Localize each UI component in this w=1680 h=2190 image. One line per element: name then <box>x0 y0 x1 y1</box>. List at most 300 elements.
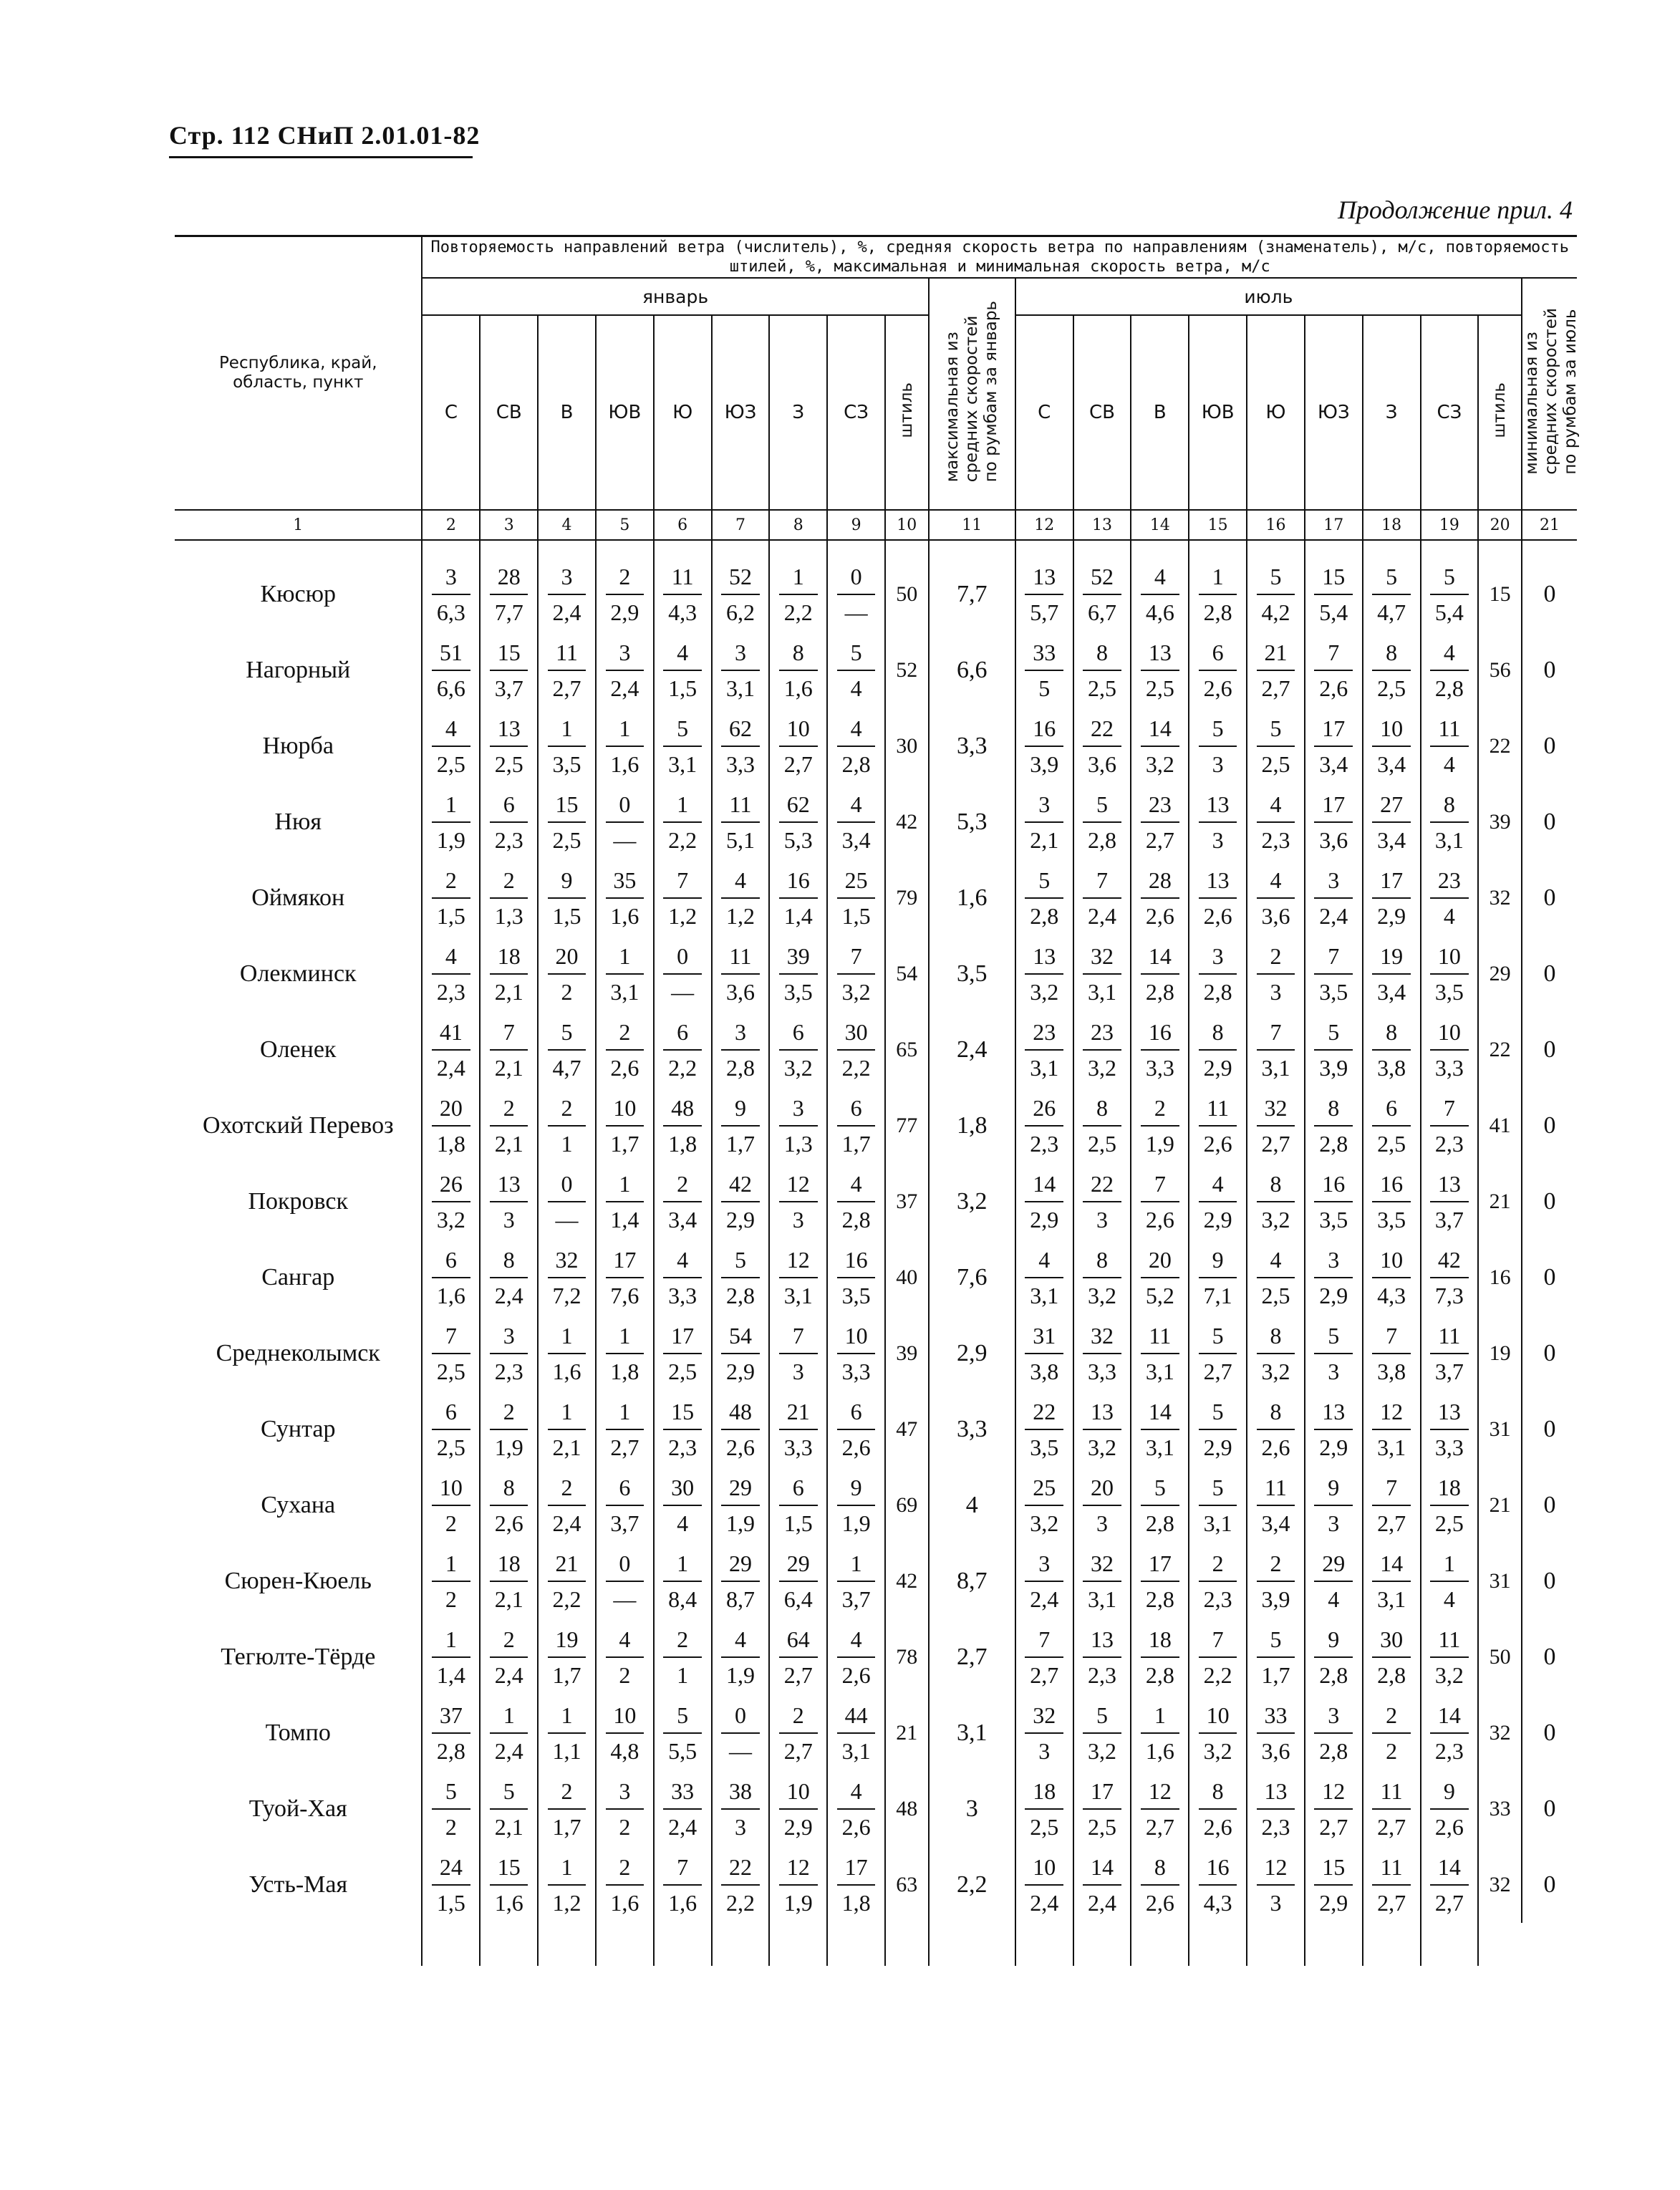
min-speed-value: 0 <box>1522 1619 1577 1695</box>
speed-value: 1,5 <box>552 903 581 929</box>
fraction-cell <box>596 1316 654 1391</box>
frequency-value: 30 <box>837 1018 876 1051</box>
fraction-cell <box>1363 1240 1421 1316</box>
fraction <box>539 562 595 627</box>
fraction <box>713 1169 769 1234</box>
fraction <box>1189 866 1246 930</box>
fraction <box>481 1397 537 1462</box>
fraction-cell <box>1073 1088 1131 1164</box>
frequency-value: 1 <box>663 1549 702 1582</box>
speed-value: 1,8 <box>668 1131 697 1157</box>
frequency-value: 5 <box>1141 1473 1179 1506</box>
frequency-value: 1 <box>432 1625 470 1658</box>
frequency-value: 1 <box>548 1701 586 1734</box>
fraction <box>1421 1701 1478 1765</box>
frequency-value: 8 <box>1199 1018 1237 1051</box>
frequency-value: 12 <box>779 1245 818 1278</box>
frequency-value: 2 <box>1141 1094 1179 1127</box>
frequency-value: 32 <box>1083 1321 1121 1354</box>
frequency-value: 22 <box>1083 714 1121 747</box>
fraction-cell <box>1189 936 1247 1012</box>
frequency-value: 14 <box>1083 1853 1121 1886</box>
speed-value: 2,6 <box>1203 1131 1232 1157</box>
fraction <box>713 1094 769 1158</box>
speed-value: 2,6 <box>1203 903 1232 929</box>
fraction-cell <box>654 708 712 784</box>
fraction-cell <box>769 632 827 708</box>
fraction-cell <box>1189 556 1247 632</box>
fraction <box>1363 1549 1420 1613</box>
frequency-value: 17 <box>1141 1549 1179 1582</box>
fraction-cell <box>1421 1619 1479 1695</box>
column-number: 20 <box>1478 510 1522 540</box>
speed-value: 3,7 <box>1434 1359 1464 1384</box>
speed-value: 2,5 <box>1088 1131 1117 1157</box>
frequency-value: 4 <box>721 1625 760 1658</box>
frequency-value: 15 <box>663 1397 702 1430</box>
max-speed-value: 2,7 <box>929 1619 1015 1695</box>
frequency-value: 16 <box>1025 714 1063 747</box>
speed-value: 2,3 <box>1434 1131 1464 1157</box>
speed-value: 4,3 <box>668 599 697 625</box>
fraction-cell <box>1073 1391 1131 1467</box>
fraction-cell <box>538 632 596 708</box>
fraction <box>1189 1245 1246 1310</box>
fraction <box>713 1777 769 1841</box>
frequency-value: 16 <box>1199 1853 1237 1886</box>
speed-value: 2,5 <box>1030 1814 1059 1840</box>
speed-value: 1,1 <box>552 1738 581 1764</box>
fraction-cell <box>712 1012 770 1088</box>
frequency-value: 20 <box>1083 1473 1121 1506</box>
speed-value: 2,2 <box>668 827 697 853</box>
min-speed-value: 0 <box>1522 860 1577 936</box>
fraction-cell <box>1305 1543 1363 1619</box>
speed-value: 2,1 <box>552 1434 581 1460</box>
fraction <box>1074 714 1131 778</box>
frequency-value: 14 <box>1025 1169 1063 1202</box>
speed-value: 4,6 <box>1145 599 1174 625</box>
fraction-cell <box>1015 1847 1073 1923</box>
column-number: 7 <box>712 510 770 540</box>
frequency-value: 0 <box>548 1169 586 1202</box>
speed-value: 4,3 <box>1203 1890 1232 1916</box>
fraction <box>1131 1397 1188 1462</box>
speed-value: 2,3 <box>1261 827 1290 853</box>
frequency-value: 7 <box>1257 1018 1295 1051</box>
table-row <box>175 708 1577 784</box>
speed-value: 1,7 <box>841 1131 871 1157</box>
fraction <box>1189 1701 1246 1765</box>
speed-value: 2 <box>619 1814 631 1840</box>
speed-value: 2,3 <box>1203 1586 1232 1612</box>
speed-value: 3 <box>1328 1359 1340 1384</box>
fraction <box>1305 1245 1362 1310</box>
fraction <box>1305 1625 1362 1689</box>
fraction-cell <box>596 1164 654 1240</box>
fraction-cell <box>1305 860 1363 936</box>
fraction-cell <box>1247 556 1305 632</box>
speed-value: 5,3 <box>783 827 813 853</box>
fraction-cell <box>1131 1391 1189 1467</box>
speed-value: 2,2 <box>1203 1662 1232 1688</box>
fraction <box>713 1473 769 1538</box>
frequency-value: 7 <box>432 1321 470 1354</box>
fraction <box>770 1321 826 1386</box>
jan-calm-value: 52 <box>885 632 929 708</box>
fraction <box>597 866 653 930</box>
min-speed-value: 0 <box>1522 1771 1577 1847</box>
place-column-header <box>175 236 422 511</box>
fraction <box>828 1094 884 1158</box>
place-column-header-text: Республика, край, область, пункт <box>218 354 377 392</box>
fraction <box>539 1018 595 1082</box>
fraction <box>1363 1701 1420 1765</box>
fraction <box>423 866 479 930</box>
frequency-value: 1 <box>548 1397 586 1430</box>
fraction-cell <box>769 1164 827 1240</box>
speed-value: 1,8 <box>841 1890 871 1916</box>
fraction <box>1421 1321 1478 1386</box>
fraction-cell <box>1421 936 1479 1012</box>
fraction <box>1247 1701 1304 1765</box>
min-speed-value: 0 <box>1522 1391 1577 1467</box>
speed-value: 2,2 <box>783 599 813 625</box>
max-speed-value: 3,2 <box>929 1164 1015 1240</box>
frequency-value: 1 <box>837 1549 876 1582</box>
place-name: Усть-Мая <box>248 1871 348 1898</box>
speed-value: 2,6 <box>1319 675 1348 701</box>
fraction <box>1421 1169 1478 1234</box>
speed-value: 3,4 <box>1377 827 1406 853</box>
fraction <box>655 1549 711 1613</box>
speed-value: 1,2 <box>552 1890 581 1916</box>
jan-calm-value: 37 <box>885 1164 929 1240</box>
jan-calm-value: 21 <box>885 1695 929 1771</box>
speed-value: 2,7 <box>783 751 813 777</box>
fraction <box>1305 1397 1362 1462</box>
speed-value: 3,1 <box>841 1738 871 1764</box>
fraction-cell <box>596 1543 654 1619</box>
fraction <box>1305 1018 1362 1082</box>
fraction-cell <box>596 1240 654 1316</box>
speed-value: 1,7 <box>552 1814 581 1840</box>
speed-value: 2,4 <box>494 1662 523 1688</box>
frequency-value: 2 <box>1257 1549 1295 1582</box>
fraction <box>713 942 769 1006</box>
fraction <box>1189 1018 1246 1082</box>
fraction-cell <box>1189 1164 1247 1240</box>
frequency-value: 8 <box>1430 790 1469 823</box>
frequency-value: 5 <box>1199 1321 1237 1354</box>
fraction <box>1247 1777 1304 1841</box>
frequency-value: 10 <box>1430 942 1469 975</box>
speed-value: 3,4 <box>1261 1510 1290 1536</box>
fraction-cell <box>1189 1316 1247 1391</box>
fraction <box>1016 714 1073 778</box>
fraction-cell <box>1131 1240 1189 1316</box>
frequency-value: 3 <box>1314 1701 1353 1734</box>
fraction <box>597 638 653 703</box>
frequency-value: 42 <box>721 1169 760 1202</box>
frequency-value: 4 <box>1199 1169 1237 1202</box>
min-speed-value: 0 <box>1522 556 1577 632</box>
frequency-value: 18 <box>1430 1473 1469 1506</box>
frequency-value: 6 <box>779 1473 818 1506</box>
fraction-cell <box>1247 784 1305 860</box>
fraction-cell <box>1305 1619 1363 1695</box>
fraction-cell <box>422 1467 480 1543</box>
frequency-value: 13 <box>1141 638 1179 671</box>
fraction-cell <box>480 860 538 936</box>
frequency-value: 1 <box>663 790 702 823</box>
max-speed-value: 1,6 <box>929 860 1015 936</box>
speed-value: 2,7 <box>1377 1814 1406 1840</box>
fraction <box>1305 1473 1362 1538</box>
jan-calm-header <box>885 315 929 510</box>
speed-value: 2,6 <box>1203 675 1232 701</box>
speed-value: 4 <box>677 1510 689 1536</box>
frequency-value: 27 <box>1372 790 1411 823</box>
fraction-cell <box>712 1619 770 1695</box>
speed-value: 1,9 <box>783 1890 813 1916</box>
table-row <box>175 936 1577 1012</box>
fraction <box>1363 1473 1420 1538</box>
fraction-cell <box>480 1847 538 1923</box>
speed-value: 2,7 <box>783 1662 813 1688</box>
frequency-value: 4 <box>721 866 760 899</box>
fraction <box>539 1321 595 1386</box>
frequency-value: 11 <box>1430 1321 1469 1354</box>
speed-value: 5,4 <box>1319 599 1348 625</box>
fraction-cell <box>827 1012 885 1088</box>
frequency-value: 5 <box>1199 1397 1237 1430</box>
speed-value: 1,9 <box>725 1510 755 1536</box>
frequency-value: 13 <box>1314 1397 1353 1430</box>
fraction <box>1074 942 1131 1006</box>
speed-value: 1 <box>677 1662 689 1688</box>
speed-value: 2,4 <box>436 1055 465 1081</box>
fraction-cell <box>1305 1391 1363 1467</box>
frequency-value: 52 <box>1083 562 1121 595</box>
frequency-value: 4 <box>606 1625 645 1658</box>
place-name: Нагорный <box>246 657 351 683</box>
column-number-row <box>175 510 1577 540</box>
frequency-value: 8 <box>1083 1245 1121 1278</box>
fraction-cell <box>538 1316 596 1391</box>
fraction-cell <box>827 1467 885 1543</box>
frequency-value: 5 <box>1083 790 1121 823</box>
fraction <box>1189 1625 1246 1689</box>
jan-dir-nw: СЗ <box>827 315 885 510</box>
speed-value: 3,4 <box>1377 979 1406 1005</box>
fraction <box>597 1397 653 1462</box>
speed-value: 2,7 <box>783 1738 813 1764</box>
frequency-value: 4 <box>1141 562 1179 595</box>
speed-value: 7,7 <box>494 599 523 625</box>
column-number: 18 <box>1363 510 1421 540</box>
frequency-value: 2 <box>548 1473 586 1506</box>
frequency-value: 5 <box>1314 1018 1353 1051</box>
speed-value: 3,2 <box>1030 1510 1059 1536</box>
fraction-cell <box>769 1012 827 1088</box>
fraction <box>1074 1169 1131 1234</box>
frequency-value: 14 <box>1141 714 1179 747</box>
fraction-cell <box>769 1467 827 1543</box>
fraction <box>828 638 884 703</box>
speed-value: 3 <box>1270 979 1282 1005</box>
speed-value: 2,1 <box>494 1814 523 1840</box>
speed-value: 3,2 <box>1261 1359 1290 1384</box>
jul-calm-value: 41 <box>1478 1088 1522 1164</box>
speed-value: 5,4 <box>1434 599 1464 625</box>
fraction-cell <box>1247 1619 1305 1695</box>
fraction-cell <box>1131 1695 1189 1771</box>
fraction-cell <box>1073 1847 1131 1923</box>
fraction <box>597 1701 653 1765</box>
fraction <box>1305 1094 1362 1158</box>
fraction <box>1131 866 1188 930</box>
fraction <box>655 562 711 627</box>
fraction <box>1421 1018 1478 1082</box>
frequency-value: 2 <box>490 1094 528 1127</box>
frequency-value: 10 <box>1430 1018 1469 1051</box>
min-speed-value: 0 <box>1522 1012 1577 1088</box>
jul-calm-value: 22 <box>1478 1012 1522 1088</box>
frequency-value: 17 <box>837 1853 876 1886</box>
fraction <box>1247 638 1304 703</box>
fraction-cell <box>422 1847 480 1923</box>
fraction-cell <box>1305 936 1363 1012</box>
frequency-value: 19 <box>548 1625 586 1658</box>
frequency-value: 3 <box>1025 790 1063 823</box>
frequency-value: 6 <box>432 1397 470 1430</box>
fraction <box>1247 1397 1304 1462</box>
speed-value: 2,3 <box>668 1434 697 1460</box>
frequency-value: 48 <box>721 1397 760 1430</box>
frequency-value: 4 <box>1257 790 1295 823</box>
fraction-cell <box>1247 632 1305 708</box>
fraction-cell <box>1015 860 1073 936</box>
fraction-cell <box>1015 1012 1073 1088</box>
frequency-value: 7 <box>1083 866 1121 899</box>
column-number: 19 <box>1421 510 1479 540</box>
speed-value: 1,5 <box>436 1890 465 1916</box>
fraction-cell <box>1131 860 1189 936</box>
fraction-cell <box>422 1240 480 1316</box>
frequency-value: 44 <box>837 1701 876 1734</box>
fraction-cell <box>769 784 827 860</box>
fraction-cell <box>1015 936 1073 1012</box>
fraction-cell <box>1015 1088 1073 1164</box>
jan-dir-e: В <box>538 315 596 510</box>
fraction-cell <box>712 936 770 1012</box>
speed-value: 2,7 <box>1377 1890 1406 1916</box>
frequency-value: 2 <box>606 1018 645 1051</box>
speed-value: 3,2 <box>841 979 871 1005</box>
speed-value: 2,9 <box>1203 1055 1232 1081</box>
jan-calm-value: 48 <box>885 1771 929 1847</box>
speed-value: 2,5 <box>552 827 581 853</box>
speed-value: 2,4 <box>610 675 639 701</box>
min-speed-value: 0 <box>1522 1847 1577 1923</box>
speed-value: 3,6 <box>1261 1738 1290 1764</box>
column-number: 8 <box>769 510 827 540</box>
column-number: 6 <box>654 510 712 540</box>
speed-value: 3,3 <box>668 1283 697 1308</box>
speed-value: 2,7 <box>1261 1131 1290 1157</box>
place-name: Оленек <box>260 1036 337 1063</box>
speed-value: 1,6 <box>668 1890 697 1916</box>
fraction <box>770 1625 826 1689</box>
min-speed-value: 0 <box>1522 1316 1577 1391</box>
fraction-cell <box>1363 936 1421 1012</box>
fraction <box>1016 1473 1073 1538</box>
frequency-value: 10 <box>779 1777 818 1810</box>
max-speed-value: 3 <box>929 1771 1015 1847</box>
fraction <box>1363 942 1420 1006</box>
fraction <box>1247 562 1304 627</box>
fraction <box>481 1853 537 1917</box>
frequency-value: 2 <box>1199 1549 1237 1582</box>
fraction-cell <box>596 1012 654 1088</box>
fraction-cell <box>1421 1695 1479 1771</box>
frequency-value: 3 <box>606 638 645 671</box>
fraction <box>423 1169 479 1234</box>
frequency-value: 16 <box>1372 1169 1411 1202</box>
fraction-cell <box>1131 1316 1189 1391</box>
fraction <box>1247 942 1304 1006</box>
frequency-value: 3 <box>1314 1245 1353 1278</box>
speed-value: 3,7 <box>610 1510 639 1536</box>
speed-value: 2,4 <box>1030 1890 1059 1916</box>
fraction <box>1074 790 1131 854</box>
fraction-cell <box>1073 784 1131 860</box>
fraction-cell <box>769 1088 827 1164</box>
fraction-cell <box>422 1316 480 1391</box>
fraction <box>1016 942 1073 1006</box>
frequency-value: 11 <box>1141 1321 1179 1354</box>
speed-value: 6,3 <box>436 599 465 625</box>
speed-value: 2,5 <box>1261 751 1290 777</box>
fraction <box>713 1853 769 1917</box>
fraction <box>1074 1397 1131 1462</box>
frequency-value: 10 <box>779 714 818 747</box>
fraction <box>1305 1777 1362 1841</box>
fraction-cell <box>654 1391 712 1467</box>
fraction-cell <box>1189 632 1247 708</box>
speed-value: 2,7 <box>1203 1359 1232 1384</box>
fraction-cell <box>422 1543 480 1619</box>
jul-dir-sw: ЮЗ <box>1305 315 1363 510</box>
jul-calm-value: 16 <box>1478 1240 1522 1316</box>
fraction <box>539 866 595 930</box>
frequency-value: 4 <box>1430 638 1469 671</box>
frequency-value: 7 <box>1199 1625 1237 1658</box>
speed-value: 2,8 <box>436 1738 465 1764</box>
speed-value: — <box>844 599 868 625</box>
speed-value: 3,9 <box>1261 1586 1290 1612</box>
fraction-cell <box>1189 1467 1247 1543</box>
speed-value: 3,5 <box>1377 1207 1406 1233</box>
speed-value: 1,7 <box>725 1131 755 1157</box>
fraction <box>770 866 826 930</box>
fraction <box>770 790 826 854</box>
fraction-cell <box>1131 1088 1189 1164</box>
fraction-cell <box>712 1240 770 1316</box>
speed-value: 2,5 <box>494 751 523 777</box>
fraction <box>481 1169 537 1234</box>
